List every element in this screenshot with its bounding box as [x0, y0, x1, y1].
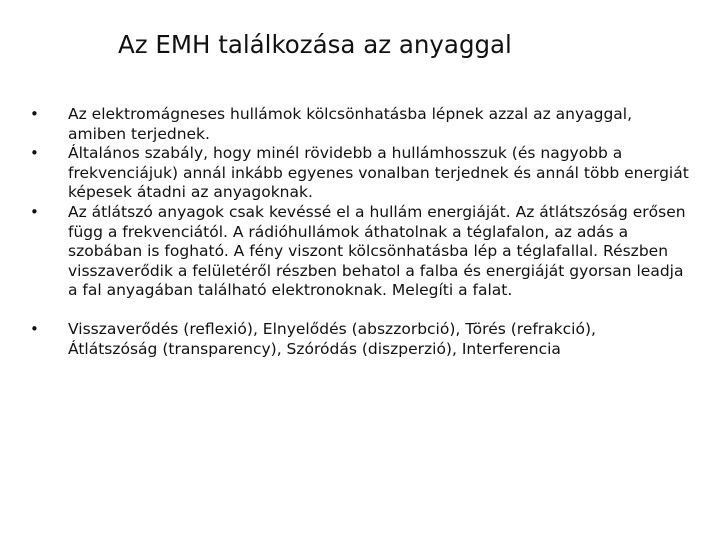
bullet-text: Általános szabály, hogy minél rövidebb a hullámhosszuk (és nagyobb a frekvenciájuk) annál inkább egyenes vonalban terjednek és annál több energiát képesek átadni az anyagoknak. — [68, 144, 689, 202]
bullet-icon: • — [30, 202, 39, 221]
bullet-item — [30, 105, 690, 144]
bullet-icon: • — [30, 144, 39, 163]
bullet-item — [30, 203, 690, 301]
bullet-text: Az elektromágneses hullámok kölcsönhatásba lépnek azzal az anyaggal, amiben terjednek. — [68, 105, 633, 143]
bullet-item — [30, 320, 690, 359]
slide-title: Az EMH találkozása az anyaggal — [118, 30, 512, 59]
bullet-icon: • — [30, 319, 39, 338]
bullet-item — [30, 144, 690, 203]
bullet-text: Az átlátszó anyagok csak kevéssé el a hullám energiáját. Az átlátszóság erősen függ a frekvenciától. A rádióhullámok áthatolnak a téglafalon, az adás a szobában is fogható. A fény viszont kölcsönhatásba lép a téglafallal. Részben visszaverődik a felületéről részben behatol a falba és energiáját gyorsan leadja a fal anyagában található elektronoknak. Melegíti a falat. — [68, 202, 686, 300]
bullet-icon: • — [30, 105, 39, 123]
bullet-list — [30, 105, 690, 359]
bullet-text: Visszaverődés (reflexió), Elnyelődés (abszzorbció), Törés (refrakció), Átlátszóság (transparency), Szóródás (diszperzió), Interferencia — [68, 319, 596, 358]
